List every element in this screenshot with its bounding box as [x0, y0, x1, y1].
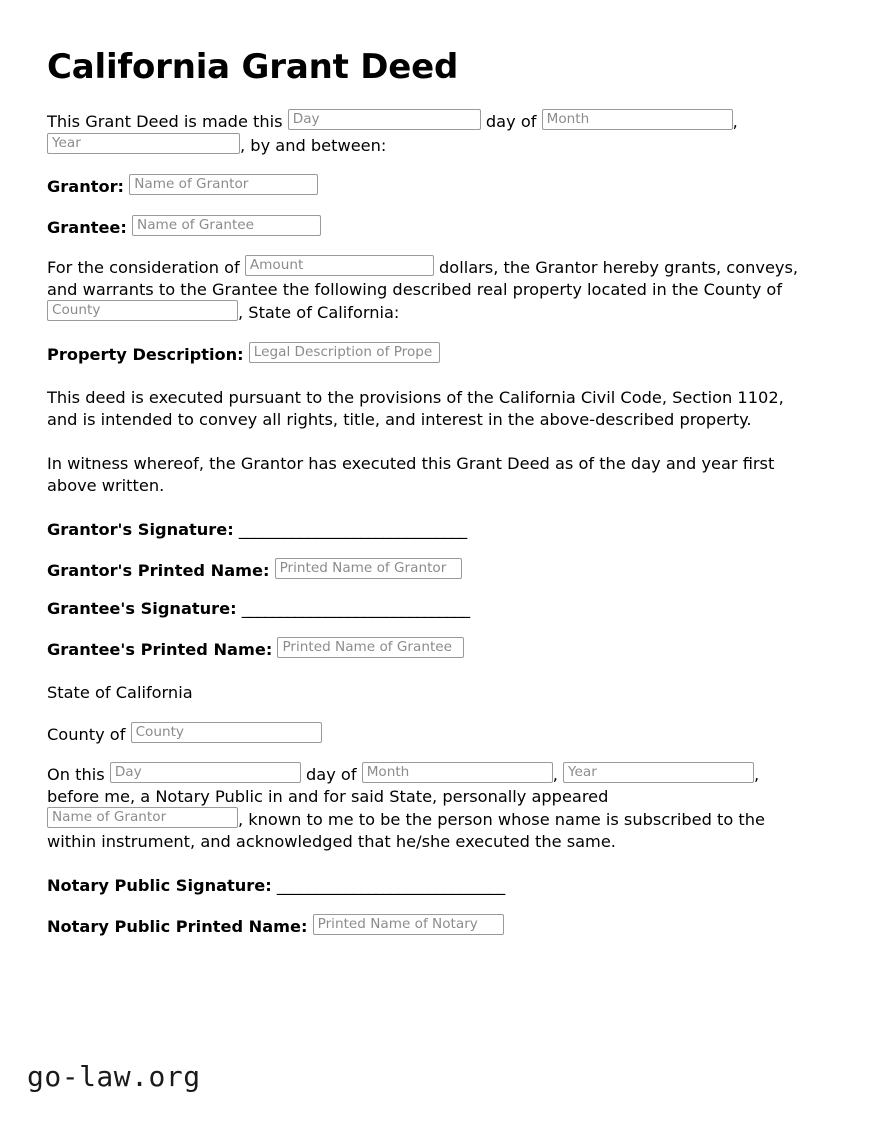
- notary-comma-after-month: ,: [552, 765, 558, 785]
- notary-county-input[interactable]: County: [131, 722, 322, 743]
- grantor-printed-name-label: Grantor's Printed Name:: [47, 560, 270, 580]
- grantee-signature-row: [47, 598, 819, 620]
- consideration-paragraph: [47, 255, 819, 324]
- notary-county-label: County of: [47, 724, 126, 744]
- consideration-text-before-amount: For the consideration of: [47, 258, 240, 278]
- grantor-name-input[interactable]: Name of Grantor: [129, 174, 318, 195]
- grantor-printed-name-input[interactable]: Printed Name of Grantor: [275, 558, 462, 579]
- notary-text-before-grantor: before me, a Notary Public in and for said State, personally appeared: [47, 786, 609, 806]
- intro-day-input[interactable]: Day: [288, 109, 481, 130]
- grantor-signature-line[interactable]: ______________________________: [238, 520, 467, 540]
- consideration-county-input[interactable]: County: [47, 300, 238, 321]
- notary-printed-name-label: Notary Public Printed Name:: [47, 916, 308, 936]
- notary-signature-label: Notary Public Signature:: [47, 876, 272, 896]
- notary-state-line: State of California: [47, 683, 193, 703]
- intro-comma-after-month: ,: [732, 112, 738, 132]
- intro-text-day-of: day of: [485, 112, 537, 132]
- grantee-printed-name-label: Grantee's Printed Name:: [47, 639, 273, 659]
- grantor-signature-label: Grantor's Signature:: [47, 520, 234, 540]
- notary-printed-name-row: [47, 914, 819, 938]
- body-paragraph-2: In witness whereof, the Grantor has executed this Grant Deed as of the day and year first above written.: [47, 454, 775, 495]
- notary-day-input[interactable]: Day: [110, 762, 301, 783]
- footer-watermark: go-law.org: [27, 1060, 201, 1093]
- notary-county-row: [47, 722, 819, 746]
- property-description-label: Property Description:: [47, 344, 244, 364]
- grantor-row: [47, 174, 819, 198]
- consideration-text-after-county: , State of California:: [238, 303, 400, 323]
- notary-month-input[interactable]: Month: [362, 762, 553, 783]
- consideration-text-after-amount: dollars, the Grantor hereby grants, conveys, and warrants to the Grantee the following described real property located in the: [47, 258, 799, 299]
- property-description-input[interactable]: Legal Description of Prope: [249, 342, 440, 363]
- grantor-printed-name-row: [47, 558, 819, 582]
- grantee-name-input[interactable]: Name of Grantee: [132, 215, 321, 236]
- body-paragraph-1: This deed is executed pursuant to the provisions of the California Civil Code, Section 1102, and is intended to convey all rights, title, and interest in the above-described property.: [47, 388, 784, 429]
- page-title: California Grant Deed: [47, 47, 459, 87]
- notary-on-this-label: On this: [47, 765, 105, 785]
- grantee-row: [47, 215, 819, 239]
- notary-grantor-name-input[interactable]: Name of Grantor: [47, 807, 238, 828]
- grantee-signature-line[interactable]: ______________________________: [241, 599, 470, 619]
- grantee-signature-label: Grantee's Signature:: [47, 599, 237, 619]
- notary-acknowledgment-paragraph: [47, 762, 819, 852]
- consideration-amount-input[interactable]: Amount: [245, 255, 434, 276]
- grantor-label: Grantor:: [47, 177, 125, 197]
- consideration-county-label: County of: [703, 279, 783, 299]
- notary-comma-after-year: ,: [754, 765, 760, 785]
- document-content: [47, 48, 819, 950]
- notary-text-after-grantor: , known to me to be the person whose name is subscribed to the within instrument, and acknowledged that he/she executed the same.: [47, 810, 766, 851]
- grantee-label: Grantee:: [47, 217, 127, 237]
- intro-month-input[interactable]: Month: [542, 109, 733, 130]
- notary-signature-line[interactable]: ______________________________: [276, 876, 505, 896]
- notary-signature-row: [47, 875, 819, 897]
- grantee-printed-name-row: [47, 637, 819, 661]
- notary-year-input[interactable]: Year: [563, 762, 754, 783]
- intro-text-after-year: , by and between:: [240, 135, 387, 155]
- intro-text-before-day: This Grant Deed is made this: [47, 112, 283, 132]
- notary-printed-name-input[interactable]: Printed Name of Notary: [313, 914, 504, 935]
- grantor-signature-row: [47, 519, 819, 541]
- intro-year-input[interactable]: Year: [47, 133, 240, 154]
- grantee-printed-name-input[interactable]: Printed Name of Grantee: [277, 637, 464, 658]
- notary-day-of-label: day of: [306, 765, 357, 785]
- property-description-row: [47, 342, 819, 366]
- intro-paragraph: [47, 109, 819, 156]
